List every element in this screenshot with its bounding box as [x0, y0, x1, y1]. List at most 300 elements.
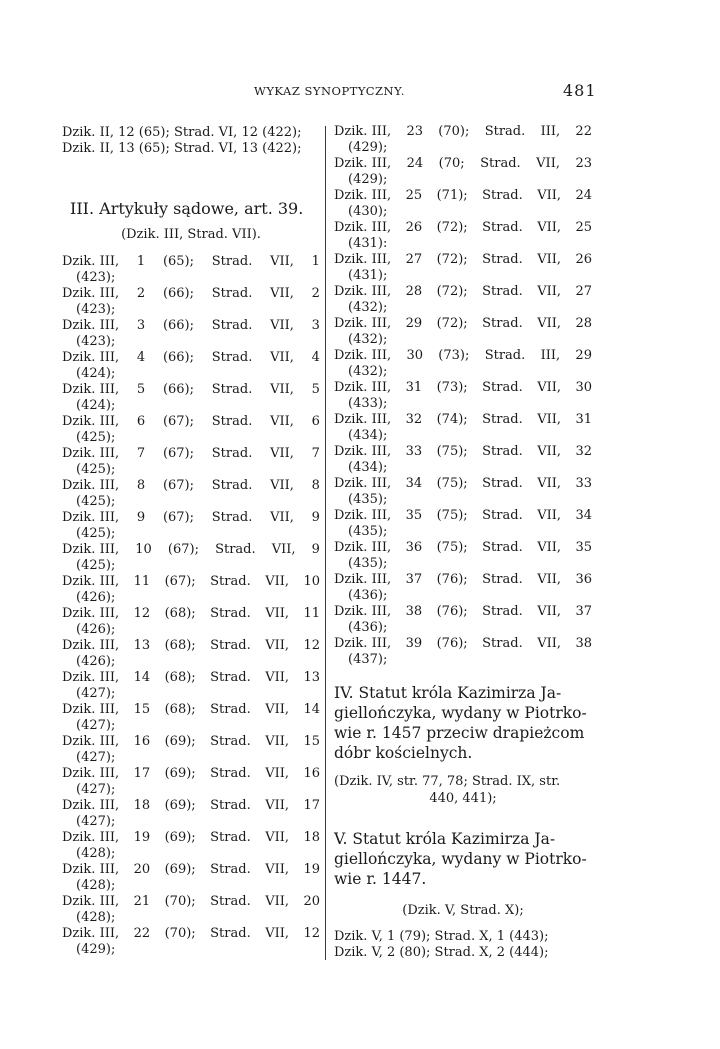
entry-field-b: 29: [405, 316, 423, 331]
entry-field-d: Strad.: [210, 830, 251, 845]
entry-row: [62, 831, 320, 845]
entry-field-f: 34: [575, 508, 592, 523]
entry-continuation: (424);: [76, 398, 116, 413]
entry-field-e: VII,: [270, 478, 294, 493]
entry-row: [62, 447, 320, 461]
concordance-entry: [62, 383, 320, 415]
entry-row: [334, 381, 592, 395]
entry-row: [334, 285, 592, 299]
entry-field-d: Strad.: [482, 636, 523, 651]
entry-line: Dzik. V, 2 (80); Strad. X, 2 (444);: [334, 945, 549, 960]
entry-field-b: 37: [405, 572, 423, 587]
entry-field-d: Strad.: [211, 382, 253, 397]
entry-field-a: Dzik. III,: [62, 734, 120, 749]
entry-field-a: Dzik. III,: [334, 476, 392, 491]
concordance-entry: [334, 413, 592, 445]
entry-field-f: 22: [575, 124, 592, 139]
concordance-entry: [334, 541, 592, 573]
entry-field-e: VII,: [270, 382, 294, 397]
entry-field-d: Strad.: [211, 318, 253, 333]
concordance-entry: [334, 317, 592, 349]
entry-row: [62, 895, 320, 909]
section-v-subheading: (Dzik. V, Strad. X);: [402, 903, 524, 918]
entry-continuation: (435);: [348, 524, 388, 539]
entry-field-a: Dzik. III,: [334, 252, 392, 267]
entry-field-f: 6: [311, 414, 320, 429]
entry-continuation: (428);: [76, 910, 116, 925]
entry-field-d: Strad.: [210, 606, 251, 621]
concordance-entry: [62, 735, 320, 767]
entry-field-a: Dzik. III,: [62, 862, 120, 877]
running-title: WYKAZ SYNOPTYCZNY.: [254, 84, 405, 98]
entry-field-e: VII,: [270, 446, 294, 461]
entry-field-c: (69);: [164, 734, 196, 749]
entry-field-b: 21: [133, 894, 151, 909]
entry-field-f: 9: [311, 542, 320, 557]
entry-field-d: Strad.: [210, 798, 251, 813]
entry-field-f: 17: [303, 798, 320, 813]
entry-field-a: Dzik. III,: [62, 286, 120, 301]
entry-field-d: Strad.: [482, 604, 523, 619]
entry-field-e: VII,: [270, 254, 294, 269]
entry-row: [62, 575, 320, 589]
entry-field-a: Dzik. III,: [62, 510, 120, 525]
entry-field-a: Dzik. III,: [334, 412, 392, 427]
entry-continuation: (435);: [348, 492, 388, 507]
entry-continuation: (429);: [348, 140, 388, 155]
entry-field-b: 6: [136, 414, 146, 429]
entry-field-b: 15: [133, 702, 151, 717]
entry-field-f: 1: [311, 254, 320, 269]
entry-field-f: 2: [311, 286, 320, 301]
entry-field-e: VII,: [537, 636, 561, 651]
entry-row: [62, 607, 320, 621]
entry-row: [334, 349, 592, 363]
entry-row: [62, 479, 320, 493]
entry-field-a: Dzik. III,: [62, 798, 120, 813]
entry-continuation: (424);: [76, 366, 116, 381]
entry-field-e: VII,: [537, 252, 561, 267]
entry-field-a: Dzik. III,: [62, 830, 120, 845]
subheading-line: (Dzik. IV, str. 77, 78; Strad. IX, str.: [334, 774, 561, 789]
entry-field-e: VII,: [537, 572, 561, 587]
entry-row: [62, 287, 320, 301]
entry-field-c: (75);: [436, 540, 468, 555]
entry-field-b: 36: [405, 540, 423, 555]
entry-field-f: 12: [303, 638, 320, 653]
intro-line: Dzik. II, 13 (65); Strad. VI, 13 (422);: [62, 141, 302, 156]
entry-continuation: (432);: [348, 300, 388, 315]
entry-field-a: Dzik. III,: [62, 670, 120, 685]
entry-field-a: Dzik. III,: [62, 478, 120, 493]
entry-field-c: (67);: [162, 446, 195, 461]
entry-field-a: Dzik. III,: [334, 124, 392, 139]
entry-field-e: III,: [540, 348, 561, 363]
entry-continuation: (431);: [348, 268, 388, 283]
entry-field-c: (68);: [164, 638, 196, 653]
entry-field-e: VII,: [265, 798, 289, 813]
entry-row: [334, 573, 592, 587]
entry-continuation: (427);: [76, 686, 116, 701]
entry-field-d: Strad.: [482, 444, 523, 459]
entry-field-a: Dzik. III,: [334, 572, 392, 587]
right-column: [334, 125, 592, 961]
concordance-entry: [334, 509, 592, 541]
entry-continuation: (436);: [348, 588, 388, 603]
entry-field-c: (67);: [164, 574, 196, 589]
entry-row: [334, 413, 592, 427]
entry-field-a: Dzik. III,: [62, 382, 120, 397]
entry-row: [62, 255, 320, 269]
entry-field-c: (67);: [162, 478, 195, 493]
entry-field-d: Strad.: [210, 894, 251, 909]
concordance-entry: [62, 447, 320, 479]
concordance-entry: [62, 671, 320, 703]
entry-field-a: Dzik. III,: [334, 380, 392, 395]
concordance-entry: [62, 415, 320, 447]
entry-continuation: (428);: [76, 878, 116, 893]
entry-field-a: Dzik. III,: [334, 540, 392, 555]
entry-row: [62, 703, 320, 717]
entry-field-f: 12: [303, 926, 320, 941]
entry-field-f: 16: [303, 766, 320, 781]
concordance-entry: [62, 255, 320, 287]
entry-row: [62, 319, 320, 333]
concordance-entry: [334, 605, 592, 637]
entry-field-b: 25: [405, 188, 423, 203]
entry-field-d: Strad.: [211, 286, 253, 301]
entry-field-d: Strad.: [484, 348, 526, 363]
entry-field-e: VII,: [265, 830, 289, 845]
entry-field-c: (68);: [164, 702, 196, 717]
entry-field-f: 18: [303, 830, 320, 845]
entry-field-f: 15: [303, 734, 320, 749]
entry-field-e: VII,: [270, 510, 294, 525]
entry-row: [62, 927, 320, 941]
concordance-entry: [62, 351, 320, 383]
entry-field-d: Strad.: [482, 188, 523, 203]
entry-row: [62, 863, 320, 877]
entry-row: [62, 351, 320, 365]
concordance-entry: [62, 575, 320, 607]
entry-field-d: Strad.: [215, 542, 256, 557]
entry-field-d: Strad.: [211, 350, 253, 365]
entry-row: [334, 605, 592, 619]
concordance-entry: [334, 573, 592, 605]
heading-line: dóbr kościelnych.: [334, 744, 473, 762]
entry-continuation: (430);: [348, 204, 388, 219]
concordance-entry: [62, 607, 320, 639]
entry-field-c: (72);: [436, 252, 468, 267]
entry-row: [62, 415, 320, 429]
entry-continuation: (423);: [76, 302, 116, 317]
entry-field-f: 8: [311, 478, 320, 493]
entry-field-e: VII,: [265, 670, 289, 685]
entry-field-e: VII,: [265, 638, 289, 653]
entry-field-c: (70);: [438, 124, 470, 139]
entry-field-f: 32: [575, 444, 592, 459]
entry-continuation: (434);: [348, 460, 388, 475]
concordance-entry: [62, 863, 320, 895]
entry-field-d: Strad.: [482, 284, 523, 299]
entry-field-b: 7: [136, 446, 146, 461]
entry-field-e: VII,: [537, 476, 561, 491]
entry-field-b: 12: [133, 606, 151, 621]
entry-field-d: Strad.: [482, 540, 523, 555]
entry-field-f: 25: [575, 220, 592, 235]
entry-field-c: (65);: [162, 254, 195, 269]
entry-row: [334, 125, 592, 139]
entry-field-c: (71);: [436, 188, 468, 203]
entry-field-c: (72);: [436, 316, 468, 331]
entry-field-d: Strad.: [482, 380, 523, 395]
concordance-entry: [62, 799, 320, 831]
entry-field-b: 9: [136, 510, 146, 525]
entry-row: [334, 445, 592, 459]
entry-field-f: 13: [303, 670, 320, 685]
entry-field-c: (69);: [164, 766, 196, 781]
entry-field-b: 16: [133, 734, 151, 749]
entry-field-d: Strad.: [210, 670, 251, 685]
entry-field-f: 10: [303, 574, 320, 589]
entry-field-b: 8: [136, 478, 146, 493]
concordance-entry: [62, 639, 320, 671]
entry-field-e: VII,: [265, 766, 289, 781]
entry-field-e: VII,: [537, 380, 561, 395]
entry-field-a: Dzik. III,: [62, 606, 120, 621]
heading-line: giellończyka, wydany w Piotrko-: [334, 704, 587, 722]
entry-continuation: (431):: [348, 236, 388, 251]
entry-row: [334, 189, 592, 203]
entry-continuation: (425);: [76, 430, 116, 445]
entry-field-d: Strad.: [482, 476, 523, 491]
entry-continuation: (432);: [348, 332, 388, 347]
entry-field-c: (70);: [164, 894, 196, 909]
intro-line: Dzik. II, 12 (65); Strad. VI, 12 (422);: [62, 125, 302, 140]
entry-continuation: (433);: [348, 396, 388, 411]
entry-field-e: VII,: [265, 574, 289, 589]
entry-field-d: Strad.: [210, 766, 251, 781]
concordance-entry: [62, 511, 320, 543]
entry-field-f: 5: [311, 382, 320, 397]
entry-field-e: VII,: [270, 318, 294, 333]
entry-field-c: (70);: [164, 926, 196, 941]
entry-field-c: (69);: [164, 862, 196, 877]
entry-continuation: (437);: [348, 652, 388, 667]
column-divider: [325, 126, 326, 960]
entry-field-e: VII,: [265, 734, 289, 749]
entry-continuation: (432);: [348, 364, 388, 379]
entry-field-a: Dzik. III,: [62, 702, 120, 717]
entry-field-b: 4: [136, 350, 146, 365]
entry-field-e: VII,: [537, 188, 561, 203]
entry-row: [334, 477, 592, 491]
heading-line: V. Statut króla Kazimirza Ja-: [334, 830, 556, 848]
entry-row: [62, 639, 320, 653]
entry-field-c: (69);: [164, 798, 196, 813]
entry-field-d: Strad.: [211, 414, 253, 429]
entry-field-e: VII,: [537, 316, 561, 331]
entry-field-f: 31: [575, 412, 592, 427]
concordance-entry: [62, 703, 320, 735]
entry-field-f: 29: [575, 348, 592, 363]
entry-field-d: Strad.: [482, 220, 523, 235]
entry-field-d: Strad.: [482, 508, 523, 523]
entry-field-a: Dzik. III,: [62, 318, 120, 333]
section-iv-heading: [334, 683, 592, 763]
entry-field-b: 30: [406, 348, 423, 363]
entry-field-a: Dzik. III,: [62, 894, 120, 909]
entry-field-c: (69);: [164, 830, 196, 845]
entry-field-a: Dzik. III,: [62, 414, 120, 429]
heading-line: wie r. 1457 przeciw drapieżcom: [334, 724, 585, 742]
entry-field-a: Dzik. III,: [334, 156, 392, 171]
entry-field-b: 17: [133, 766, 151, 781]
entry-field-b: 35: [405, 508, 423, 523]
entry-field-a: Dzik. III,: [334, 188, 392, 203]
entry-field-c: (67);: [162, 414, 195, 429]
entry-field-b: 39: [405, 636, 423, 651]
entry-field-d: Strad.: [482, 572, 523, 587]
entry-field-a: Dzik. III,: [334, 220, 392, 235]
entry-continuation: (435);: [348, 556, 388, 571]
entry-continuation: (436);: [348, 620, 388, 635]
entry-continuation: (425);: [76, 462, 116, 477]
subheading-line: 440, 441);: [429, 791, 497, 806]
entry-field-b: 20: [133, 862, 151, 877]
section-subheading: (Dzik. III, Strad. VII).: [121, 227, 261, 242]
entry-field-b: 23: [406, 124, 423, 139]
entry-field-b: 2: [136, 286, 146, 301]
entry-continuation: (425);: [76, 494, 116, 509]
concordance-entry: [334, 349, 592, 381]
entry-field-d: Strad.: [210, 638, 251, 653]
entry-continuation: (428);: [76, 846, 116, 861]
entry-row: [62, 671, 320, 685]
entry-field-c: (72);: [436, 284, 468, 299]
entry-field-c: (66);: [162, 382, 195, 397]
entry-field-b: 11: [133, 574, 151, 589]
entry-field-c: (76);: [436, 604, 468, 619]
entry-field-b: 28: [405, 284, 423, 299]
entry-field-a: Dzik. III,: [334, 444, 392, 459]
entry-field-f: 33: [575, 476, 592, 491]
entry-field-c: (75);: [436, 444, 468, 459]
entry-field-b: 31: [405, 380, 423, 395]
concordance-entry: [334, 285, 592, 317]
entry-field-a: Dzik. III,: [334, 348, 392, 363]
concordance-entry: [62, 319, 320, 351]
entry-field-b: 24: [406, 156, 424, 171]
entry-field-e: VII,: [265, 894, 289, 909]
entry-row: [62, 511, 320, 525]
concordance-entry: [62, 927, 320, 959]
entry-field-c: (76);: [436, 572, 468, 587]
entry-field-a: Dzik. III,: [334, 636, 392, 651]
section-heading: III. Artykuły sądowe, art. 39.: [70, 199, 304, 218]
entry-field-f: 26: [575, 252, 592, 267]
entry-field-c: (68);: [164, 606, 196, 621]
entry-field-a: Dzik. III,: [334, 284, 392, 299]
entry-field-e: VII,: [265, 926, 289, 941]
entry-field-d: Strad.: [480, 156, 521, 171]
entry-field-d: Strad.: [211, 478, 253, 493]
concordance-entry: [334, 221, 592, 253]
entry-field-e: III,: [540, 124, 561, 139]
entry-field-d: Strad.: [211, 254, 253, 269]
entry-field-c: (70;: [438, 156, 465, 171]
entry-field-c: (66);: [162, 350, 195, 365]
concordance-entry: [334, 125, 592, 157]
entry-field-e: VII,: [270, 414, 294, 429]
entry-field-a: Dzik. III,: [62, 638, 120, 653]
entry-row: [334, 637, 592, 651]
entry-field-b: 26: [405, 220, 423, 235]
entry-continuation: (426);: [76, 654, 116, 669]
section-iv-subheading: [334, 773, 592, 807]
entry-field-e: VII,: [537, 412, 561, 427]
concordance-entry: [62, 767, 320, 799]
entry-continuation: (429);: [76, 942, 116, 957]
entry-field-b: 22: [133, 926, 151, 941]
entry-field-c: (67);: [162, 510, 195, 525]
entry-field-f: 4: [311, 350, 320, 365]
entry-field-e: VII,: [265, 862, 289, 877]
right-entry-list: [334, 125, 592, 669]
entry-field-b: 18: [133, 798, 151, 813]
entry-field-a: Dzik. III,: [334, 604, 392, 619]
entry-line: Dzik. V, 1 (79); Strad. X, 1 (443);: [334, 929, 549, 944]
entry-field-b: 3: [136, 318, 146, 333]
concordance-entry: [62, 831, 320, 863]
concordance-entry: [334, 189, 592, 221]
entry-row: [334, 221, 592, 235]
entry-row: [62, 799, 320, 813]
entry-field-e: VII,: [270, 350, 294, 365]
entry-field-d: Strad.: [210, 734, 251, 749]
entry-field-b: 13: [133, 638, 151, 653]
entry-field-d: Strad.: [484, 124, 526, 139]
concordance-entry: [62, 543, 320, 575]
entry-field-a: Dzik. III,: [62, 766, 120, 781]
entry-field-b: 5: [136, 382, 146, 397]
entry-field-c: (73);: [438, 348, 470, 363]
entry-field-d: Strad.: [482, 412, 523, 427]
entry-field-b: 38: [405, 604, 423, 619]
entry-field-e: VII,: [270, 286, 294, 301]
entry-continuation: (434);: [348, 428, 388, 443]
entry-field-d: Strad.: [210, 862, 251, 877]
entry-continuation: (427);: [76, 814, 116, 829]
entry-field-f: 9: [311, 510, 320, 525]
entry-field-b: 1: [136, 254, 146, 269]
entry-field-f: 20: [303, 894, 320, 909]
concordance-entry: [62, 287, 320, 319]
heading-line: IV. Statut króla Kazimirza Ja-: [334, 684, 562, 702]
entry-field-a: Dzik. III,: [334, 316, 392, 331]
entry-field-c: (75);: [436, 508, 468, 523]
entry-row: [334, 541, 592, 555]
entry-row: [334, 253, 592, 267]
entry-field-d: Strad.: [482, 316, 523, 331]
concordance-entry: [334, 253, 592, 285]
concordance-entry: [334, 445, 592, 477]
entry-field-a: Dzik. III,: [62, 926, 120, 941]
entry-field-d: Strad.: [211, 510, 253, 525]
entry-field-c: (76);: [436, 636, 468, 651]
left-column: [62, 125, 320, 959]
entry-row: [62, 383, 320, 397]
